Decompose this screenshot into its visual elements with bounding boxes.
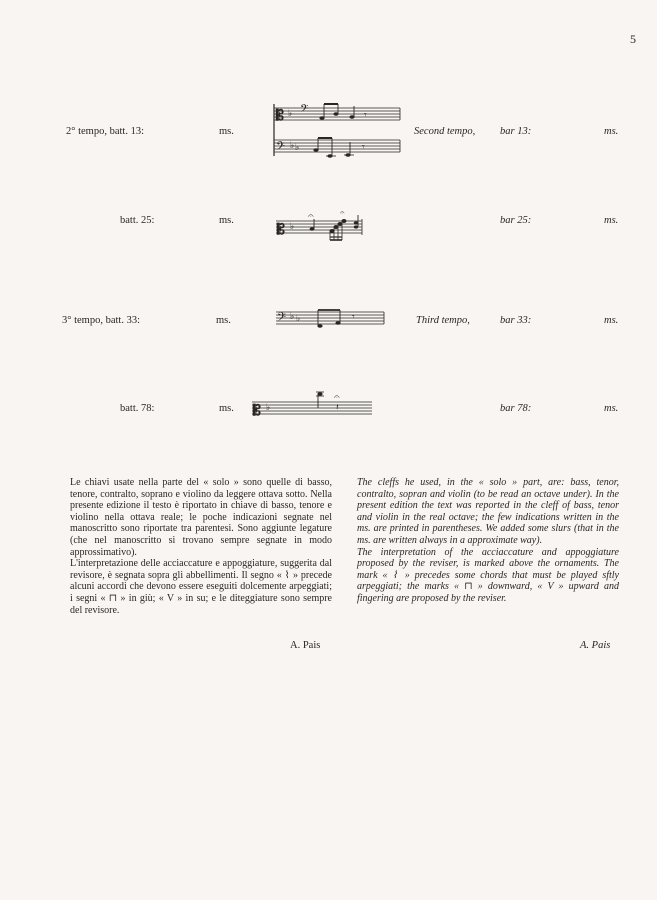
english-paragraph-2: The interpretation of the acciaccature and appoggiature proposed by the reviser, is marked above the ornaments. The mark « ⌇ » precedes some chords that must be played sftly arpeggiati; the marks « ⊓ » downward, « V » upward and fingering are proposed by the reviser.	[357, 546, 619, 604]
example-1-italian-ms: ms.	[219, 126, 234, 137]
example-1-english-tempo: Second tempo,	[414, 126, 476, 137]
page-number: 5	[630, 32, 636, 46]
svg-text:𝄡: 𝄡	[277, 223, 285, 238]
svg-text:♭: ♭	[290, 311, 295, 321]
svg-text:♭: ♭	[290, 140, 295, 150]
staff-bar-33-graphic	[274, 304, 388, 332]
svg-text:♭: ♭	[288, 108, 293, 118]
music-example-bar-78	[250, 388, 376, 422]
example-2-italian-ms: ms.	[219, 215, 234, 226]
example-4-italian-ms: ms.	[219, 403, 234, 414]
music-example-bar-25	[274, 207, 366, 243]
svg-text:𝄾: 𝄾	[362, 142, 365, 153]
svg-text:𝄢: 𝄢	[277, 312, 287, 327]
svg-text:𝄡: 𝄡	[253, 404, 261, 419]
example-3-english-bar: bar 33:	[500, 315, 532, 326]
example-1-english-bar: bar 13:	[500, 126, 532, 137]
svg-text:♭: ♭	[290, 221, 295, 231]
music-example-bar-33	[274, 304, 388, 332]
example-2-italian-label: batt. 25:	[120, 215, 155, 226]
english-paragraph-1: The cleffs he used, in the « solo » part, are: bass, tenor, contralto, sopran and violin (to be read an octave under). In the present edition the text was reported in the cleff of bass, tenor and violin in the real octave; the few indications written in the ms. are printed in parentheses. We added some slurs (that in the ms. are written always in a approximate way).	[357, 477, 619, 546]
svg-text:𝄾: 𝄾	[352, 312, 355, 323]
example-4-english-bar: bar 78:	[500, 403, 532, 414]
example-4-italian-label: batt. 78:	[120, 403, 155, 414]
svg-text:𝄾: 𝄾	[364, 110, 367, 121]
music-example-bar-13	[252, 100, 404, 164]
staff-bar-25-graphic	[274, 207, 366, 243]
svg-text:♭: ♭	[295, 142, 300, 152]
example-2-english-bar: bar 25:	[500, 215, 532, 226]
staff-bar-13-graphic	[252, 100, 404, 164]
example-3-english-tempo: Third tempo,	[416, 315, 470, 326]
example-2-english-ms: ms.	[604, 215, 619, 226]
svg-text:𝄢: 𝄢	[276, 141, 286, 156]
english-notes	[357, 477, 619, 605]
svg-text:♭: ♭	[266, 402, 271, 412]
italian-paragraph-1: Le chiavi usate nella parte del « solo » sono quelle di basso, tenore, contralto, soprano e violino da leggere ottava sotto. Nella presente edizione il testo è riportato in chiave di basso, tenore e violino nella ottava reale; le poche indicazioni segnate nel manoscritto sono riportate tra parentesi. Sono aggiunte legature (che nel manoscritto si trovano sempre segnate in modo approssimativo).	[70, 477, 332, 558]
example-4-english-ms: ms.	[604, 403, 619, 414]
svg-text:𝄢: 𝄢	[300, 102, 309, 117]
example-3-italian-ms: ms.	[216, 315, 231, 326]
example-1-english-ms: ms.	[604, 126, 619, 137]
staff-bar-78-graphic	[250, 388, 376, 422]
italian-notes	[70, 477, 332, 616]
italian-paragraph-2: L'interpretazione delle acciaccature e appoggiature, suggerita dal revisore, è segnata sopra gli abbellimenti. Il segno « ⌇ » precede alcuni accordi che devono essere eseguiti dolcemente arpeggiati; i segni « ⊓ » in giù; « V » in su; e le diteggiature sono sempre del revisore.	[70, 558, 332, 616]
example-1-italian-label: 2° tempo, batt. 13:	[66, 126, 144, 137]
svg-text:𝄐: 𝄐	[334, 392, 340, 403]
svg-text:𝄐: 𝄐	[340, 208, 345, 217]
italian-signature: A. Pais	[290, 640, 321, 651]
svg-text:♭: ♭	[296, 313, 301, 323]
english-signature: A. Pais	[580, 640, 611, 651]
example-3-italian-label: 3° tempo, batt. 33:	[62, 315, 140, 326]
svg-text:𝄡: 𝄡	[276, 109, 284, 124]
svg-text:𝄐: 𝄐	[308, 211, 314, 222]
svg-text:𝄽: 𝄽	[336, 402, 339, 412]
example-3-english-ms: ms.	[604, 315, 619, 326]
